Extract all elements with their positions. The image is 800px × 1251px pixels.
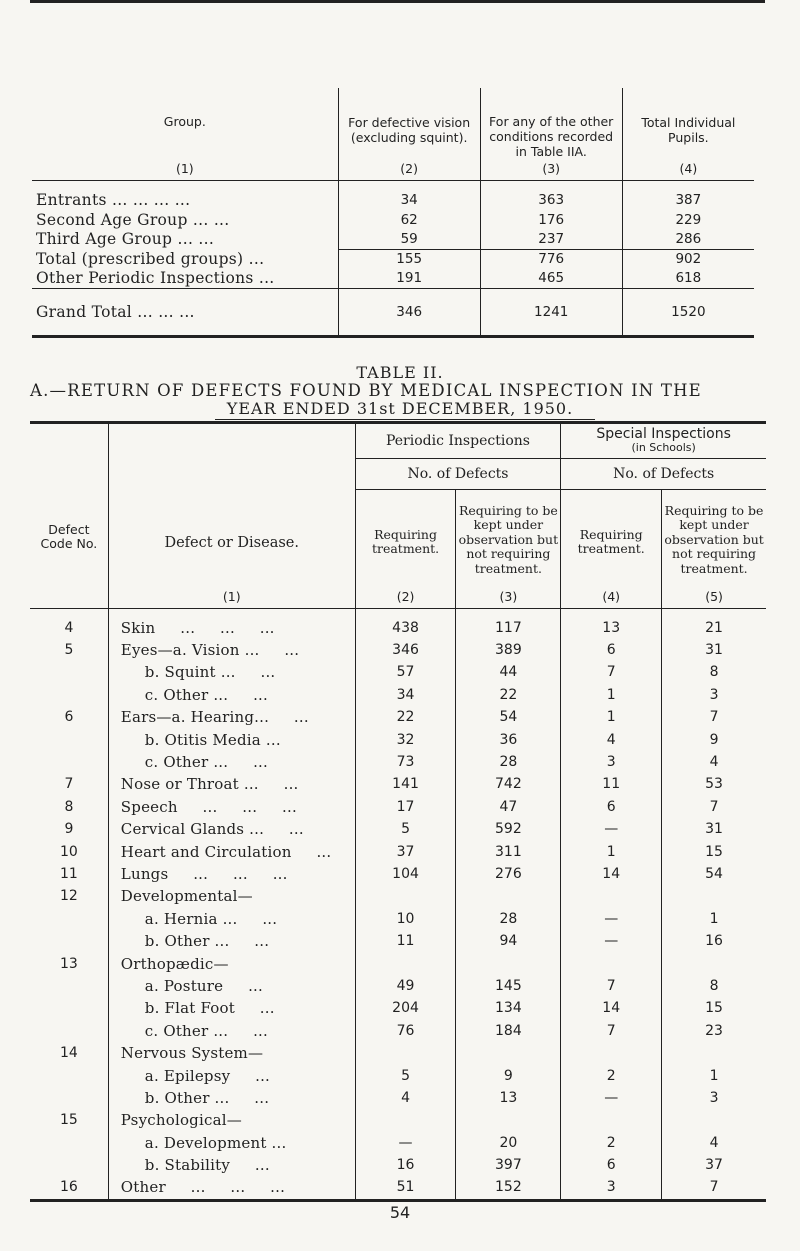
cell-periodic-observation: 94 <box>456 930 561 952</box>
cell-periodic-requiring: 17 <box>355 796 456 818</box>
header-text: Group. <box>163 114 206 129</box>
cell-periodic-observation: 54 <box>456 706 561 728</box>
defect-code <box>30 661 108 683</box>
cell-periodic-observation <box>456 1042 561 1064</box>
summary-row <box>32 269 754 289</box>
defect-row <box>30 1109 766 1131</box>
defect-code <box>30 1087 108 1109</box>
cell-special-requiring: 2 <box>561 1131 662 1153</box>
defect-row <box>30 840 766 862</box>
defect-row <box>30 608 766 639</box>
cell-periodic-requiring: 104 <box>355 863 456 885</box>
defect-row <box>30 1131 766 1153</box>
header-text: For defective vision (excluding squint). <box>348 115 471 145</box>
defect-name: Orthopædic— <box>108 952 355 974</box>
cell-periodic-requiring <box>355 1042 456 1064</box>
defect-row <box>30 1176 766 1200</box>
cell-special-requiring: 14 <box>561 997 662 1019</box>
header-text: Requiring to be kept under observation but not requiring treatment. <box>458 502 559 576</box>
cell-periodic-requiring: 37 <box>355 840 456 862</box>
row-label: Second Age Group ... ... <box>36 211 230 229</box>
defect-row <box>30 661 766 683</box>
cell-total: 902 <box>622 249 754 269</box>
header-text: For any of the other conditions recorded in Table IIA. <box>489 114 614 159</box>
cell-special-observation: 7 <box>662 706 766 728</box>
cell-periodic-observation: 134 <box>456 997 561 1019</box>
cell-special-requiring: — <box>561 930 662 952</box>
defect-code: 13 <box>59 955 78 972</box>
column-number: (1) <box>108 590 355 608</box>
defect-code <box>30 975 108 997</box>
cell-special-requiring: 2 <box>561 1064 662 1086</box>
cell-periodic-observation: 47 <box>456 796 561 818</box>
defect-code: 7 <box>64 776 74 793</box>
header-defect-disease <box>108 423 355 591</box>
defect-name: b. Otitis Media ... <box>108 728 355 750</box>
cell-special-observation: 53 <box>662 773 766 795</box>
cell-special-observation: 21 <box>662 608 766 639</box>
cell-other: 363 <box>480 181 622 211</box>
defect-row <box>30 863 766 885</box>
defect-name: c. Other ... ... <box>108 684 355 706</box>
summary-header-group <box>32 88 338 181</box>
cell-special-requiring <box>561 1109 662 1131</box>
defect-row <box>30 773 766 795</box>
cell-periodic-requiring: 32 <box>355 728 456 750</box>
cell-special-requiring: — <box>561 1087 662 1109</box>
cell-special-observation: 3 <box>662 684 766 706</box>
header-special <box>561 423 766 459</box>
defect-row <box>30 684 766 706</box>
cell-periodic-requiring: 34 <box>355 684 456 706</box>
defect-code <box>30 751 108 773</box>
cell-periodic-observation <box>456 952 561 974</box>
cell-special-requiring: 6 <box>561 1154 662 1176</box>
defects-column-numbers <box>30 590 766 608</box>
column-number: (3) <box>456 590 561 608</box>
cell-periodic-requiring: 57 <box>355 661 456 683</box>
summary-row-grand-total <box>32 288 754 336</box>
header-periodic-requiring <box>355 490 456 591</box>
defect-name: Lungs ... ... ... <box>108 863 355 885</box>
cell-vision: 59 <box>338 230 480 250</box>
defect-code <box>30 684 108 706</box>
row-label: Third Age Group ... ... <box>36 230 215 249</box>
defect-code <box>30 728 108 750</box>
cell-periodic-observation <box>456 885 561 907</box>
defect-code: 15 <box>59 1112 78 1129</box>
cell-special-observation: 1 <box>662 908 766 930</box>
defect-name: Developmental— <box>108 885 355 907</box>
cell-periodic-requiring: 346 <box>355 639 456 661</box>
header-special-no-defects: No. of Defects <box>561 459 766 490</box>
defects-header-row-1 <box>30 423 766 459</box>
column-number: (4) <box>561 590 662 608</box>
header-defect-code <box>30 423 108 591</box>
summary-row <box>32 211 754 230</box>
summary-row <box>32 230 754 250</box>
cell-special-requiring: 7 <box>561 1020 662 1042</box>
cell-periodic-observation: 152 <box>456 1176 561 1200</box>
cell-special-requiring: 4 <box>561 728 662 750</box>
cell-periodic-requiring: 73 <box>355 751 456 773</box>
column-number: (1) <box>175 161 194 176</box>
cell-special-observation <box>662 1109 766 1131</box>
cell-special-requiring: 6 <box>561 639 662 661</box>
column-number: (2) <box>355 590 456 608</box>
cell-periodic-observation: 389 <box>456 639 561 661</box>
cell-periodic-observation: 397 <box>456 1154 561 1176</box>
cell-periodic-requiring: 10 <box>355 908 456 930</box>
summary-table <box>32 88 754 338</box>
cell-special-requiring: — <box>561 908 662 930</box>
defect-name: c. Other ... ... <box>108 1020 355 1042</box>
cell-periodic-requiring: 141 <box>355 773 456 795</box>
defect-row <box>30 885 766 907</box>
cell-special-observation: 7 <box>662 1176 766 1200</box>
defect-row <box>30 930 766 952</box>
defect-name: Other ... ... ... <box>108 1176 355 1200</box>
cell-periodic-observation: 9 <box>456 1064 561 1086</box>
cell-total: 387 <box>622 181 754 211</box>
cell-total: 618 <box>622 269 754 289</box>
cell-special-requiring <box>561 885 662 907</box>
cell-periodic-requiring: 5 <box>355 818 456 840</box>
header-periodic: Periodic Inspections <box>355 423 561 459</box>
cell-periodic-observation: 184 <box>456 1020 561 1042</box>
header-special-requiring <box>561 490 662 591</box>
cell-special-requiring: 1 <box>561 684 662 706</box>
cell-special-observation: 37 <box>662 1154 766 1176</box>
defect-code: 8 <box>64 798 74 815</box>
defect-code: 12 <box>59 888 78 905</box>
cell-special-observation: 8 <box>662 661 766 683</box>
table-caption-subtitle: YEAR ENDED 31st DECEMBER, 1950. <box>226 399 574 418</box>
cell-vision: 62 <box>338 211 480 230</box>
defect-name: b. Flat Foot ... <box>108 997 355 1019</box>
row-label: Entrants ... ... ... ... <box>36 190 191 209</box>
cell-periodic-observation: 145 <box>456 975 561 997</box>
defect-row <box>30 796 766 818</box>
cell-periodic-requiring: 438 <box>355 608 456 639</box>
defect-name: a. Development ... <box>108 1131 355 1153</box>
cell-other: 176 <box>480 211 622 230</box>
header-periodic-no-defects: No. of Defects <box>355 459 561 490</box>
cell-other: 776 <box>480 249 622 269</box>
defect-row <box>30 706 766 728</box>
cell-periodic-requiring: 22 <box>355 706 456 728</box>
cell-vision: 155 <box>338 249 480 269</box>
cell-special-requiring: 13 <box>561 608 662 639</box>
cell-special-requiring: — <box>561 818 662 840</box>
summary-header-row <box>32 88 754 181</box>
defect-name: c. Other ... ... <box>108 751 355 773</box>
row-label: Grand Total ... ... ... <box>32 288 338 336</box>
cell-other: 465 <box>480 269 622 289</box>
caption-underline <box>215 419 595 420</box>
defect-row <box>30 1064 766 1086</box>
header-text: Special Inspections <box>596 426 731 442</box>
defect-name: a. Hernia ... ... <box>108 908 355 930</box>
header-special-observation <box>662 490 766 591</box>
cell-special-requiring: 7 <box>561 975 662 997</box>
header-text: Requiring to be kept under observation but not requiring treatment. <box>664 502 764 576</box>
defect-row <box>30 728 766 750</box>
cell-special-requiring: 3 <box>561 1176 662 1200</box>
defect-name: b. Other ... ... <box>108 1087 355 1109</box>
defect-name: Ears—a. Hearing... ... <box>108 706 355 728</box>
summary-header-total <box>622 88 754 181</box>
defect-code: 4 <box>64 619 74 636</box>
cell-special-requiring: 1 <box>561 840 662 862</box>
cell-special-requiring: 3 <box>561 751 662 773</box>
cell-special-observation: 4 <box>662 751 766 773</box>
defect-code: 11 <box>59 865 78 882</box>
table-caption-title: A.—RETURN OF DEFECTS FOUND BY MEDICAL INSPECTION IN THE <box>30 381 702 400</box>
cell-special-requiring <box>561 1042 662 1064</box>
defect-row <box>30 908 766 930</box>
defect-row <box>30 751 766 773</box>
defect-code: 14 <box>59 1045 78 1062</box>
cell-periodic-requiring: 51 <box>355 1176 456 1200</box>
cell-periodic-observation: 742 <box>456 773 561 795</box>
defect-code: 16 <box>30 1176 108 1200</box>
cell-special-observation: 31 <box>662 639 766 661</box>
column-number: (3) <box>542 161 561 176</box>
defects-table <box>30 421 766 1202</box>
cell-other: 237 <box>480 230 622 250</box>
defect-row <box>30 1020 766 1042</box>
defect-code <box>30 908 108 930</box>
cell-periodic-requiring: 11 <box>355 930 456 952</box>
cell-periodic-requiring: 204 <box>355 997 456 1019</box>
defect-code <box>30 1154 108 1176</box>
header-periodic-observation <box>456 490 561 591</box>
cell-special-observation <box>662 1042 766 1064</box>
cell-special-requiring: 7 <box>561 661 662 683</box>
cell-periodic-requiring: 5 <box>355 1064 456 1086</box>
defects-body <box>30 608 766 1200</box>
cell-special-observation: 23 <box>662 1020 766 1042</box>
cell-special-observation: 31 <box>662 818 766 840</box>
cell-special-observation: 4 <box>662 1131 766 1153</box>
summary-header-vision <box>338 88 480 181</box>
column-number: (4) <box>679 161 698 176</box>
cell-periodic-requiring <box>355 885 456 907</box>
column-number <box>30 590 108 608</box>
header-text: Defect Code No. <box>40 521 98 551</box>
cell-special-observation: 54 <box>662 863 766 885</box>
defect-code: 5 <box>64 642 74 659</box>
column-number: (5) <box>662 590 766 608</box>
defect-name: a. Epilepsy ... <box>108 1064 355 1086</box>
cell-periodic-observation: 276 <box>456 863 561 885</box>
cell-special-observation: 1 <box>662 1064 766 1086</box>
cell-periodic-observation: 20 <box>456 1131 561 1153</box>
cell-special-requiring: 1 <box>561 706 662 728</box>
cell-total: 229 <box>622 211 754 230</box>
header-text: Defect or Disease. <box>164 534 299 551</box>
top-rule <box>30 0 765 3</box>
cell-periodic-observation: 44 <box>456 661 561 683</box>
defect-row <box>30 639 766 661</box>
defect-row <box>30 818 766 840</box>
cell-periodic-observation: 28 <box>456 751 561 773</box>
defect-name: a. Posture ... <box>108 975 355 997</box>
defect-name: b. Squint ... ... <box>108 661 355 683</box>
cell-vision: 34 <box>338 181 480 211</box>
defect-name: Speech ... ... ... <box>108 796 355 818</box>
defect-name: Cervical Glands ... ... <box>108 818 355 840</box>
cell-periodic-observation: 592 <box>456 818 561 840</box>
defect-code: 6 <box>64 709 74 726</box>
cell-special-requiring: 6 <box>561 796 662 818</box>
cell-special-requiring: 11 <box>561 773 662 795</box>
cell-periodic-requiring: 4 <box>355 1087 456 1109</box>
cell-periodic-requiring: 49 <box>355 975 456 997</box>
cell-periodic-requiring <box>355 952 456 974</box>
cell-periodic-observation: 22 <box>456 684 561 706</box>
header-text: Requiring treatment. <box>577 526 645 556</box>
header-subtext: (in Schools) <box>631 441 696 454</box>
defect-row <box>30 997 766 1019</box>
cell-periodic-requiring: — <box>355 1131 456 1153</box>
defect-name: Heart and Circulation ... <box>108 840 355 862</box>
cell-periodic-observation <box>456 1109 561 1131</box>
defect-row <box>30 1042 766 1064</box>
cell-periodic-observation: 311 <box>456 840 561 862</box>
cell-special-observation: 9 <box>662 728 766 750</box>
cell-special-observation <box>662 952 766 974</box>
defect-code <box>30 997 108 1019</box>
cell-total: 1520 <box>622 288 754 336</box>
summary-header-other <box>480 88 622 181</box>
cell-periodic-observation: 117 <box>456 608 561 639</box>
cell-special-observation: 8 <box>662 975 766 997</box>
cell-total: 286 <box>622 230 754 250</box>
defect-row <box>30 1087 766 1109</box>
cell-vision: 191 <box>338 269 480 289</box>
header-text: Requiring treatment. <box>371 526 440 556</box>
defect-name: b. Other ... ... <box>108 930 355 952</box>
cell-special-requiring: 14 <box>561 863 662 885</box>
defect-name: Eyes—a. Vision ... ... <box>108 639 355 661</box>
summary-row <box>32 181 754 211</box>
defect-name: Skin ... ... ... <box>108 608 355 639</box>
defect-name: Psychological— <box>108 1109 355 1131</box>
page-number: 54 <box>389 1203 411 1222</box>
defect-code <box>30 930 108 952</box>
cell-periodic-requiring: 76 <box>355 1020 456 1042</box>
table-caption-number: TABLE II. <box>356 363 444 382</box>
cell-special-observation: 15 <box>662 840 766 862</box>
defect-code: 10 <box>59 843 78 860</box>
cell-special-observation: 7 <box>662 796 766 818</box>
row-label: Other Periodic Inspections ... <box>36 269 275 287</box>
defect-row <box>30 952 766 974</box>
defect-name: b. Stability ... <box>108 1154 355 1176</box>
header-text: Total Individual Pupils. <box>641 115 736 145</box>
defect-code <box>30 1020 108 1042</box>
cell-periodic-requiring: 16 <box>355 1154 456 1176</box>
defect-name: Nervous System— <box>108 1042 355 1064</box>
cell-periodic-observation: 28 <box>456 908 561 930</box>
cell-other: 1241 <box>480 288 622 336</box>
row-label: Total (prescribed groups) ... <box>36 249 265 268</box>
defect-row <box>30 975 766 997</box>
defect-name: Nose or Throat ... ... <box>108 773 355 795</box>
cell-special-requiring <box>561 952 662 974</box>
cell-periodic-observation: 36 <box>456 728 561 750</box>
summary-row <box>32 249 754 269</box>
cell-special-observation: 16 <box>662 930 766 952</box>
cell-special-observation: 3 <box>662 1087 766 1109</box>
column-number: (2) <box>400 161 419 176</box>
defect-code: 9 <box>64 821 74 838</box>
defect-row <box>30 1154 766 1176</box>
cell-vision: 346 <box>338 288 480 336</box>
cell-special-observation: 15 <box>662 997 766 1019</box>
defect-code <box>30 1131 108 1153</box>
cell-periodic-requiring <box>355 1109 456 1131</box>
defect-code <box>30 1064 108 1086</box>
cell-special-observation <box>662 885 766 907</box>
cell-periodic-observation: 13 <box>456 1087 561 1109</box>
